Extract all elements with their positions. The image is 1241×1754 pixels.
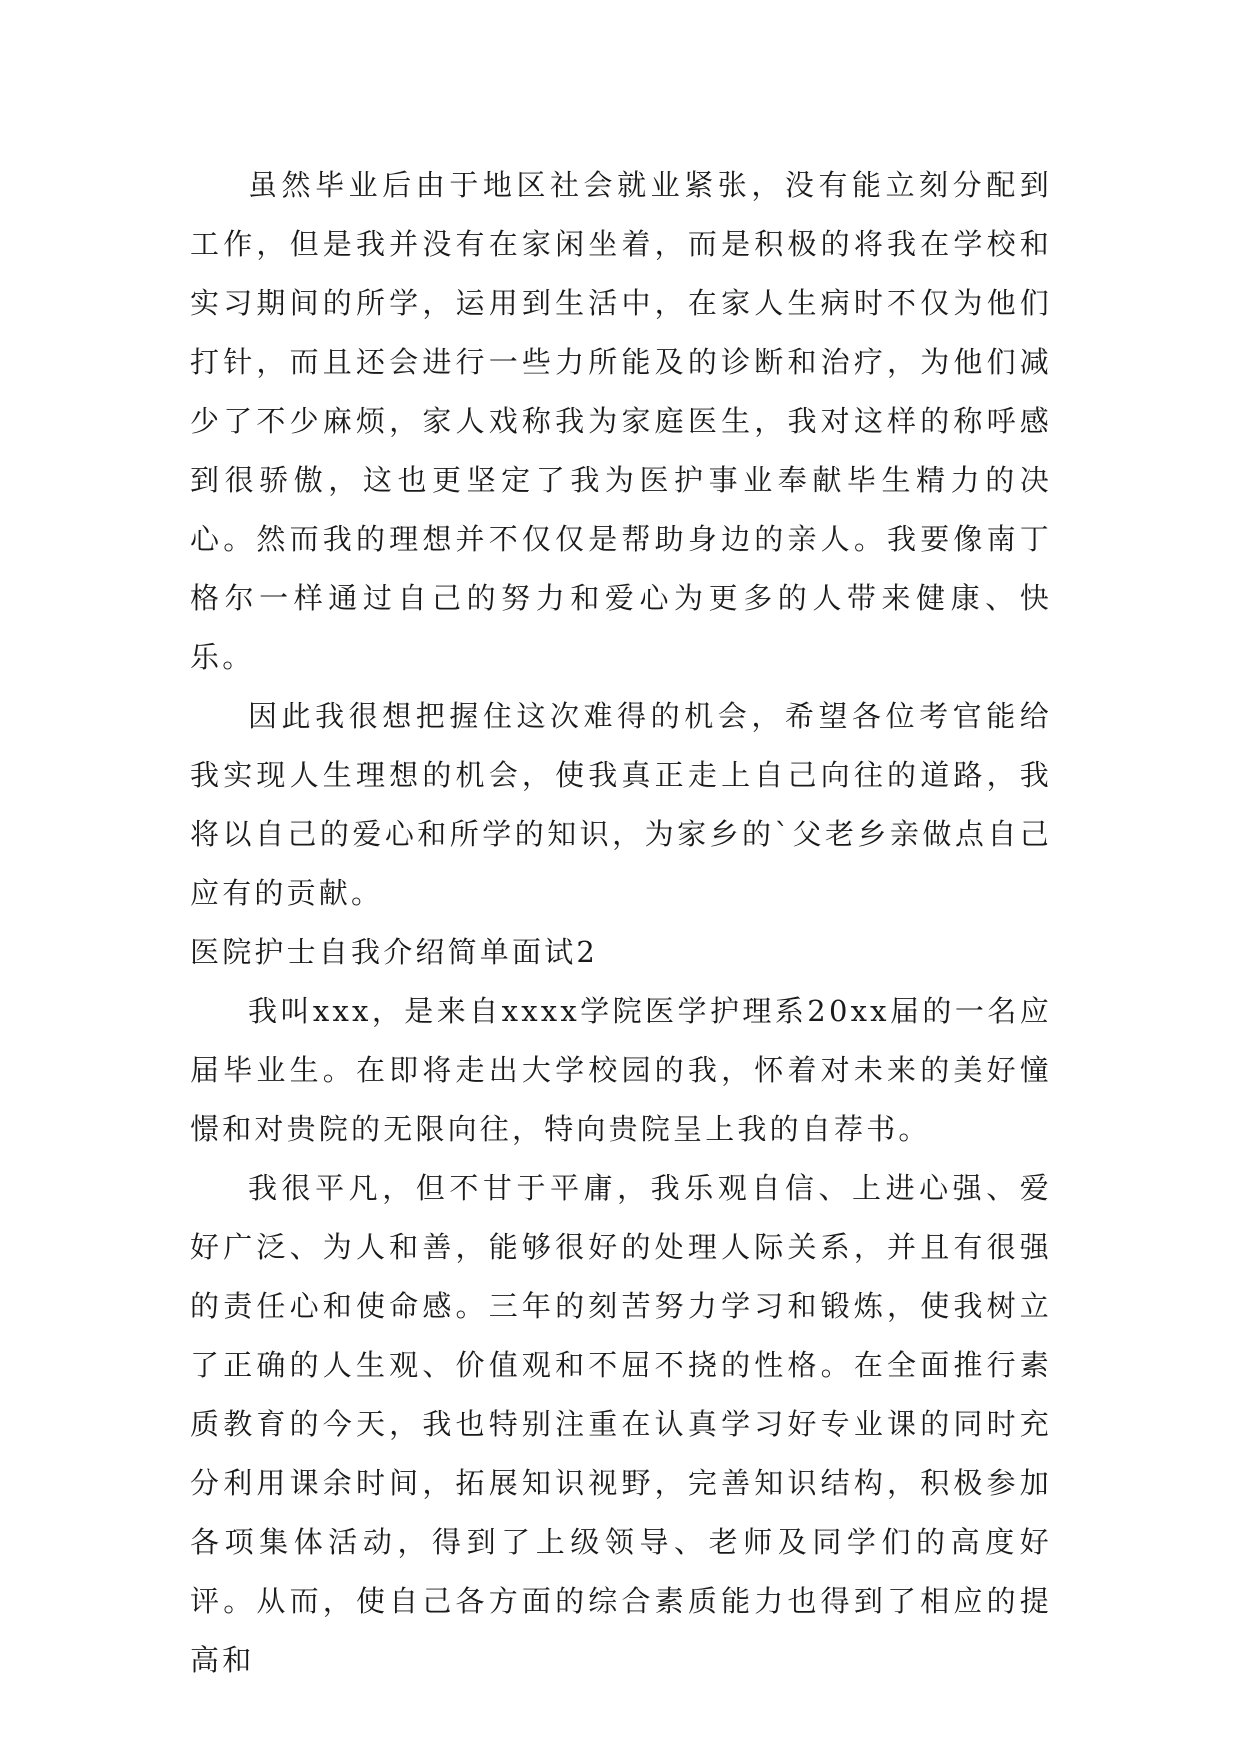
paragraph: 因此我很想把握住这次难得的机会，希望各位考官能给我实现人生理想的机会，使我真正走上自己向往的道路，我将以自己的爱心和所学的知识，为家乡的`父老乡亲做点自己应有的贡献。 — [190, 699, 1052, 910]
document-body — [190, 156, 1052, 1690]
paragraph: 我很平凡，但不甘于平庸，我乐观自信、上进心强、爱好广泛、为人和善，能够很好的处理人际关系，并且有很强的责任心和使命感。三年的刻苦努力学习和锻炼，使我树立了正确的人生观、价值观和不屈不挠的性格。在全面推行素质教育的今天，我也特别注重在认真学习好专业课的同时充分利用课余时间，拓展知识视野，完善知识结构，积极参加各项集体活动，得到了上级领导、老师及同学们的高度好评。从而，使自己各方面的综合素质能力也得到了相应的提高和 — [190, 1171, 1052, 1677]
paragraph: 我叫xxx，是来自xxxx学院医学护理系20xx届的一名应届毕业生。在即将走出大学校园的我，怀着对未来的美好憧憬和对贵院的无限向往，特向贵院呈上我的自荐书。 — [190, 994, 1052, 1146]
section-heading: 医院护士自我介绍简单面试2 — [190, 935, 599, 969]
paragraph: 虽然毕业后由于地区社会就业紧张，没有能立刻分配到工作，但是我并没有在家闲坐着，而是积极的将我在学校和实习期间的所学，运用到生活中，在家人生病时不仅为他们打针，而且还会进行一些力所能及的诊断和治疗，为他们减少了不少麻烦，家人戏称我为家庭医生，我对这样的称呼感到很骄傲，这也更坚定了我为医护事业奉献毕生精力的决心。然而我的理想并不仅仅是帮助身边的亲人。我要像南丁格尔一样通过自己的努力和爱心为更多的人带来健康、快乐。 — [190, 168, 1052, 674]
